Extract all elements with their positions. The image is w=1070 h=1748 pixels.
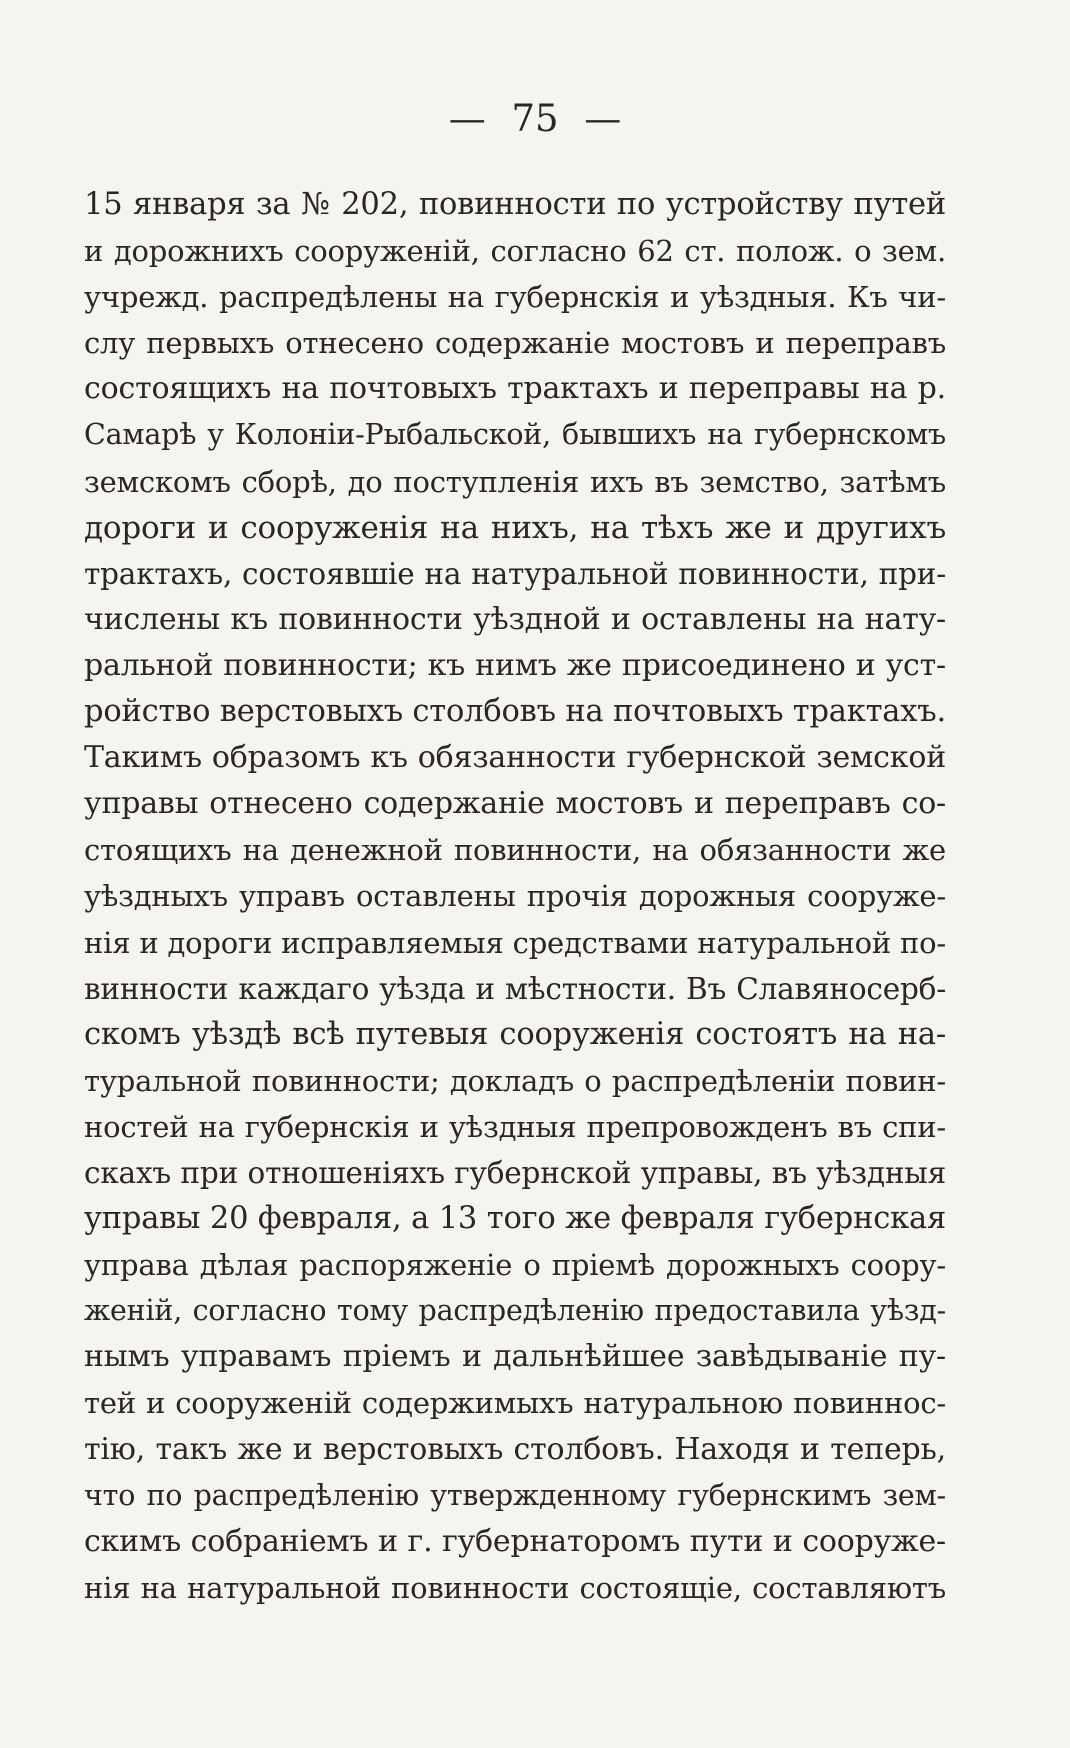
text-line: управы отнесено содержаніе мостовъ и переправъ со- — [84, 786, 946, 822]
text-line: слу первыхъ отнесено содержаніе мостовъ и переправъ — [84, 326, 946, 361]
text-line: туральной повинности; докладъ о распредѣленіи повин- — [84, 1063, 946, 1098]
text-line: Самарѣ у Колоніи-Рыбальской, бывшихъ на губернскомъ — [84, 418, 946, 452]
text-line: стоящихъ на денежной повинности, на обязанности же — [84, 833, 946, 868]
text-line: состоящихъ на почтовыхъ трактахъ и переправы на р. — [84, 371, 946, 407]
text-line: нія на натуральной повинности состоящіе, составляютъ — [84, 1570, 946, 1605]
text-line: ройство верстовыхъ столбовъ на почтовыхъ трактахъ. — [84, 694, 946, 730]
text-line: числены къ повинности уѣздной и оставлены на нату- — [84, 601, 946, 637]
text-line: земскомъ сборѣ, до поступленія ихъ въ земство, затѣмъ — [84, 464, 946, 499]
text-line: нія и дороги исправляемыя средствами натуральной по- — [84, 925, 946, 960]
text-line: винности каждаго уѣзда и мѣстности. Въ Славяносерб- — [84, 971, 946, 1006]
text-line: 15 января за № 202, повинности по устройству путей — [84, 187, 946, 222]
text-line: трактахъ, состоявшіе на натуральной повинности, при- — [84, 556, 946, 591]
text-line: и дорожнихъ сооруженій, согласно 62 ст. полож. о зем. — [84, 234, 946, 269]
text-line: учрежд. распредѣлены на губернскія и уѣздныя. Къ чи- — [84, 280, 946, 315]
text-line: скахъ при отношеніяхъ губернской управы, въ уѣздныя — [84, 1155, 946, 1190]
text-line: скимъ собраніемъ и г. губернаторомъ пути и сооруже- — [84, 1523, 946, 1559]
body-text — [84, 182, 946, 1611]
text-line: уѣздныхъ управъ оставлены прочія дорожныя сооруже- — [84, 879, 946, 914]
text-line: управа дѣлая распоряженіе о пріемѣ дорожныхъ соору- — [84, 1248, 946, 1283]
text-line: ностей на губернскія и уѣздныя препровожденъ въ спи- — [84, 1109, 946, 1144]
text-line: что по распредѣленію утвержденному губернскимъ зем- — [84, 1478, 946, 1512]
text-line: скомъ уѣздѣ всѣ путевыя сооруженія состоятъ на на- — [84, 1016, 946, 1052]
page-number: — 75 — — [448, 97, 622, 140]
text-line: управы 20 февраля, а 13 того же февраля губернская — [84, 1201, 946, 1237]
text-line: Такимъ образомъ къ обязанности губернской земской — [84, 740, 946, 776]
text-line: тей и сооруженій содержимыхъ натуральною повиннос- — [84, 1386, 946, 1421]
text-line: нымъ управамъ пріемъ и дальнѣйшее завѣдываніе пу- — [84, 1339, 946, 1375]
text-line: тію, такъ же и верстовыхъ столбовъ. Находя и теперь, — [84, 1431, 946, 1467]
text-line: женій, согласно тому распредѣленію предоставила уѣзд- — [84, 1294, 946, 1328]
text-line: ральной повинности; къ нимъ же присоединено и уст- — [84, 647, 946, 683]
text-line: дороги и сооруженія на нихъ, на тѣхъ же и другихъ — [84, 509, 946, 546]
